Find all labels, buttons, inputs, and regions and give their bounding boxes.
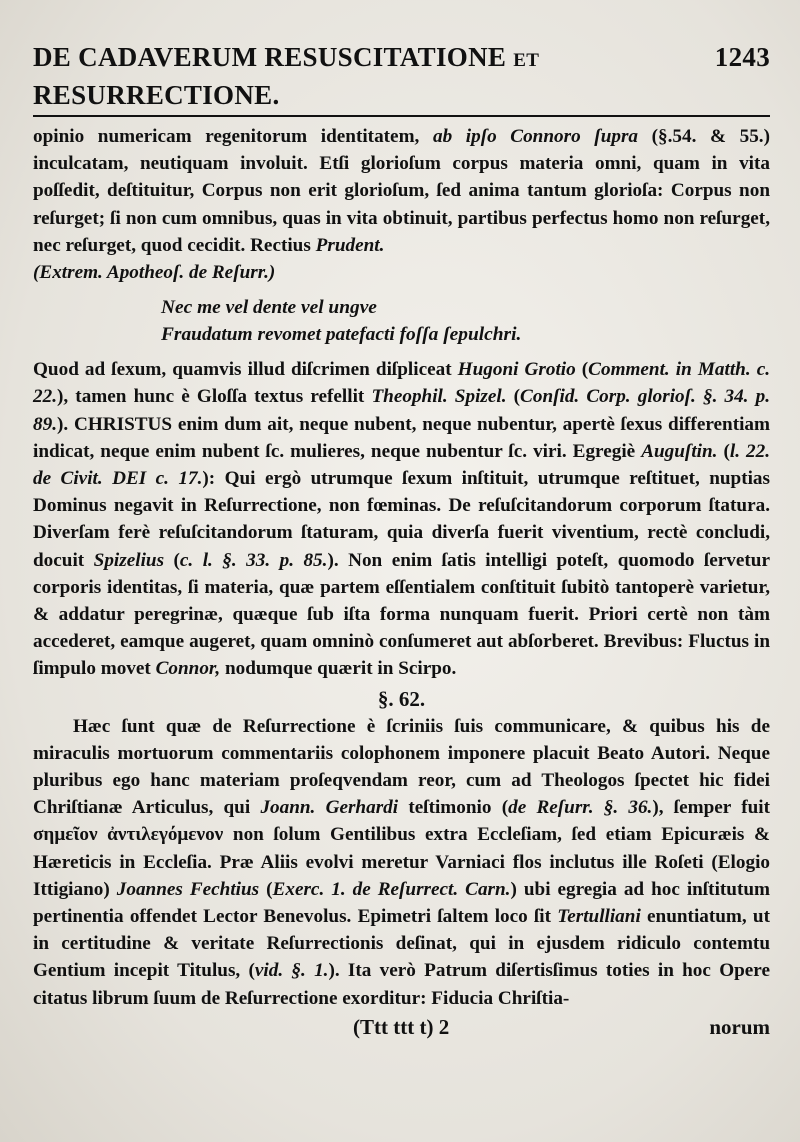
citation: vid. §. 1. (254, 960, 329, 982)
text-run: ), ſemper fuit σημεῖον ἀντιλεγόμενον non ſolum Gentilibus extra Eccleſiam, ſed etiam Epicuræis & Hæreticis in Eccleſia. Præ Aliis evolvi meretur Varniaci flos inclutus ille Roſeti (Elogio Ittigiano) (33, 797, 770, 900)
header-title-part2: RESURRECTIONE. (33, 80, 280, 110)
signature-mark: (Ttt ttt t) 2 (353, 1014, 450, 1039)
header-title-conj: ET (513, 50, 540, 71)
citation: de Reſurr. §. 36. (508, 797, 653, 819)
citation: Prudent. (315, 234, 385, 256)
citation: Hugoni Grotio (457, 359, 576, 381)
text-run: nodumque quærit in Scirpo. (220, 658, 457, 680)
verse-line-1: Nec me vel dente vel ungve (161, 297, 377, 319)
citation: Exerc. 1. de Reſurrect. Carn. (272, 878, 511, 900)
text-run: ( (575, 359, 589, 381)
citation: Theophil. Spizel. (371, 386, 507, 408)
text-run: (§.54. & 55.) inculcatam, neutiquam involuit. Etſi glorioſum corpus materia omni, quam in vita poſſedit, deſtituitur, Corpus non erit glorioſum, ſed anima tantum glorioſa: Corpus non reſurget; ſi non cum omnibus, quas in vita obtinuit, partibus perfectus homo non reſurget, nec reſurget, quod cecidit. Rectius (33, 126, 770, 256)
text-run: enuntiatum, ut in certitudine & veritate Reſurrectionis deſinat, qui in ejusdem ridiculo contemtu Gentium incepit Titulus, ( (33, 906, 770, 982)
citation: Connor, (155, 658, 221, 680)
header-title-part1: DE CADAVERUM RESUSCITATIONE (33, 42, 507, 72)
text-run: ( (164, 549, 180, 571)
text-run: ), tamen hunc è Gloſſa textus refellit (56, 386, 372, 408)
verse-line-2: Fraudatum revomet patefacti foſſa ſepulchri. (161, 324, 522, 346)
citation: (Extrem. Apotheoſ. de Reſurr.) (33, 262, 276, 284)
text-run: Hæc ſunt quæ de Reſurrectione è ſcriniis ſuis communicare, & quibus his de miraculis mortuorum commentariis colophonem imponere placuit Beato Autori. Neque pluribus ego hanc materiam proſeqvendam reor, cum ad Theologos ſpectet hic fidei Chriſtianæ Articulus, qui (33, 715, 770, 819)
paragraph-2 (33, 356, 770, 682)
citation: Joannes Fechtius (116, 878, 260, 900)
running-header (33, 40, 770, 117)
text-run: ). CHRISTUS enim dum ait, neque nubent, neque nubentur, apertè ſexus differentiam indicat, neque enim nubent ſc. mulieres, neque nubentur ſc. viri. Egregiè (33, 413, 770, 462)
paragraph-3 (33, 713, 770, 1012)
citation: c. l. §. 33. p. 85. (179, 549, 328, 571)
text-run: Quod ad ſexum, quamvis illud diſcrimen diſpliceat (33, 359, 458, 381)
text-run: ). Ita verò Patrum diſertisſimus toties in hoc Opere citatus librum ſuum de Reſurrectione exorditur: Fiducia Chriſtia- (33, 960, 770, 1009)
citation: l. 22. de Civit. DEI c. 17. (33, 440, 770, 490)
page-footer (33, 1012, 770, 1042)
text-run: ( (506, 386, 521, 408)
citation: Comment. in Matth. c. 22. (33, 359, 771, 408)
page-number: 1243 (714, 42, 770, 72)
text-run: ) ubi egregia ad hoc inſtitutum pertinentia offendet Lector Benevolus. Epimetri ſaltem loco ſit (33, 878, 771, 928)
citation: Spizelius (93, 549, 165, 571)
citation: ab ipſo Connoro ſupra (432, 126, 639, 147)
paragraph-1 (33, 123, 770, 286)
citation: Auguſtin. (641, 440, 718, 462)
section-number: §. 62. (377, 686, 426, 711)
citation: Joann. Gerhardi (260, 797, 399, 819)
citation: Conſid. Corp. glorioſ. §. 34. p. 89. (33, 386, 771, 435)
citation: Tertulliani (557, 906, 641, 928)
text-run: ( (717, 440, 730, 462)
verse-quote (161, 294, 770, 348)
header-title (33, 40, 715, 112)
text-run: ). Non enim ſatis intelligi poteſt, quomodo ſervetur corporis identitas, ſi materia, quæ partem eſſentialem conſtituit ſubitò tantoperè varietur, & addatur peregrinæ, quæque ſub iſta forma nunquam fuerit. Priori certè non tàm accederet, eamque augeret, quam omninò conſumeret aut abſorberet. Brevibus: Fluctus in ſimpulo movet (33, 549, 770, 680)
text-run: ): Qui ergò utrumque ſexum inſtituit, utrumque reſtituet, nuptias Dominus negavit in Reſurrectione, non fœminas. De reſuſcitandorum corporum ſtatura. Diverſam ferè reſuſcitandorum ſtaturam, quia diverſa fuerit viventium, rectè concludi, docuit (33, 468, 770, 571)
text-run: opinio numericam regenitorum identitatem, (33, 126, 433, 147)
body-text (33, 123, 770, 1042)
text-run: teſtimonio ( (398, 797, 509, 819)
text-run: ( (259, 878, 273, 900)
catchword: norum (709, 1014, 770, 1039)
